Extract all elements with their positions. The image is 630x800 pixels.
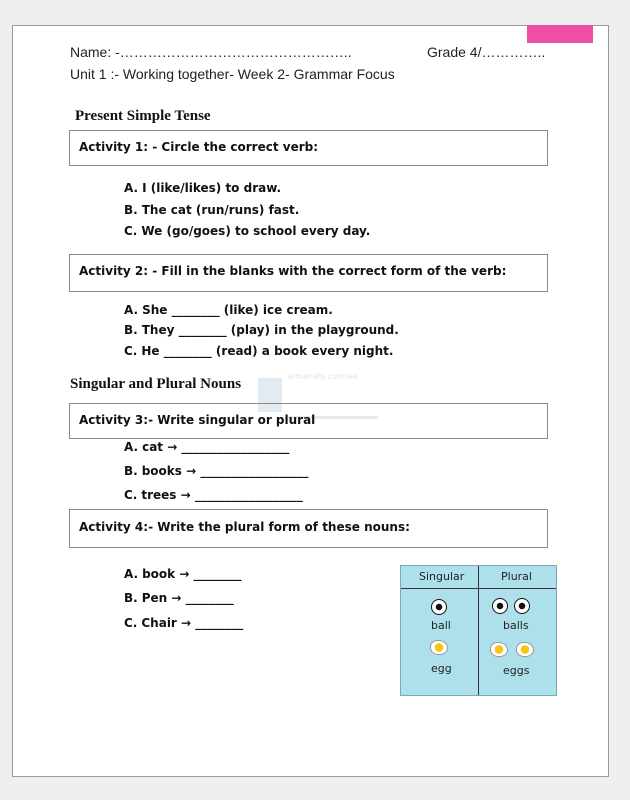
activity4-title: Activity 4:- Write the plural form of these nouns: [79,520,410,534]
ball-icon [514,598,530,614]
ball-icon [492,598,508,614]
ball-plural-label: balls [503,619,529,632]
name-line: Name: -………………………………………….. [70,44,352,60]
egg-plural-label: eggs [503,664,530,677]
activity2-box [69,254,548,292]
list-item: B. Pen → ________ [124,591,234,605]
singular-plural-table [400,565,557,696]
list-item: C. Chair → ________ [124,616,244,630]
list-item: C. trees → __________________ [124,488,303,502]
list-item: B. The cat (run/runs) fast. [124,203,300,217]
table-header-line [401,588,556,589]
pink-tab [527,25,593,43]
table-header-plural: Plural [501,570,532,583]
list-item: B. books → __________________ [124,464,309,478]
egg-icon [430,640,448,655]
list-item: C. We (go/goes) to school every day. [124,224,371,238]
watermark-url: almanahj.com/ae [288,372,358,381]
grade-line: Grade 4/………….. [427,44,546,60]
activity1-box [69,130,548,166]
ball-singular-label: ball [431,619,451,632]
list-item: A. book → ________ [124,567,242,581]
list-item: B. They ________ (play) in the playground. [124,323,399,337]
ball-icon [431,599,447,615]
section-present-simple: Present Simple Tense [75,108,211,124]
unit-line: Unit 1 :- Working together- Week 2- Grammar Focus [70,66,395,82]
activity1-title: Activity 1: - Circle the correct verb: [79,140,319,154]
list-item: A. I (like/likes) to draw. [124,181,282,195]
table-divider [478,566,479,695]
activity2-title: Activity 2: - Fill in the blanks with the correct form of the verb: [79,264,507,278]
egg-singular-label: egg [431,662,452,675]
activity4-box [69,509,548,548]
activity3-title: Activity 3:- Write singular or plural [79,413,316,427]
list-item: C. He ________ (read) a book every night. [124,344,394,358]
activity3-box [69,403,548,439]
list-item: A. She ________ (like) ice cream. [124,303,333,317]
table-header-singular: Singular [419,570,465,583]
list-item: A. cat → __________________ [124,440,290,454]
egg-icon [490,642,508,657]
egg-icon [516,642,534,657]
section-singular-plural: Singular and Plural Nouns [70,376,242,392]
